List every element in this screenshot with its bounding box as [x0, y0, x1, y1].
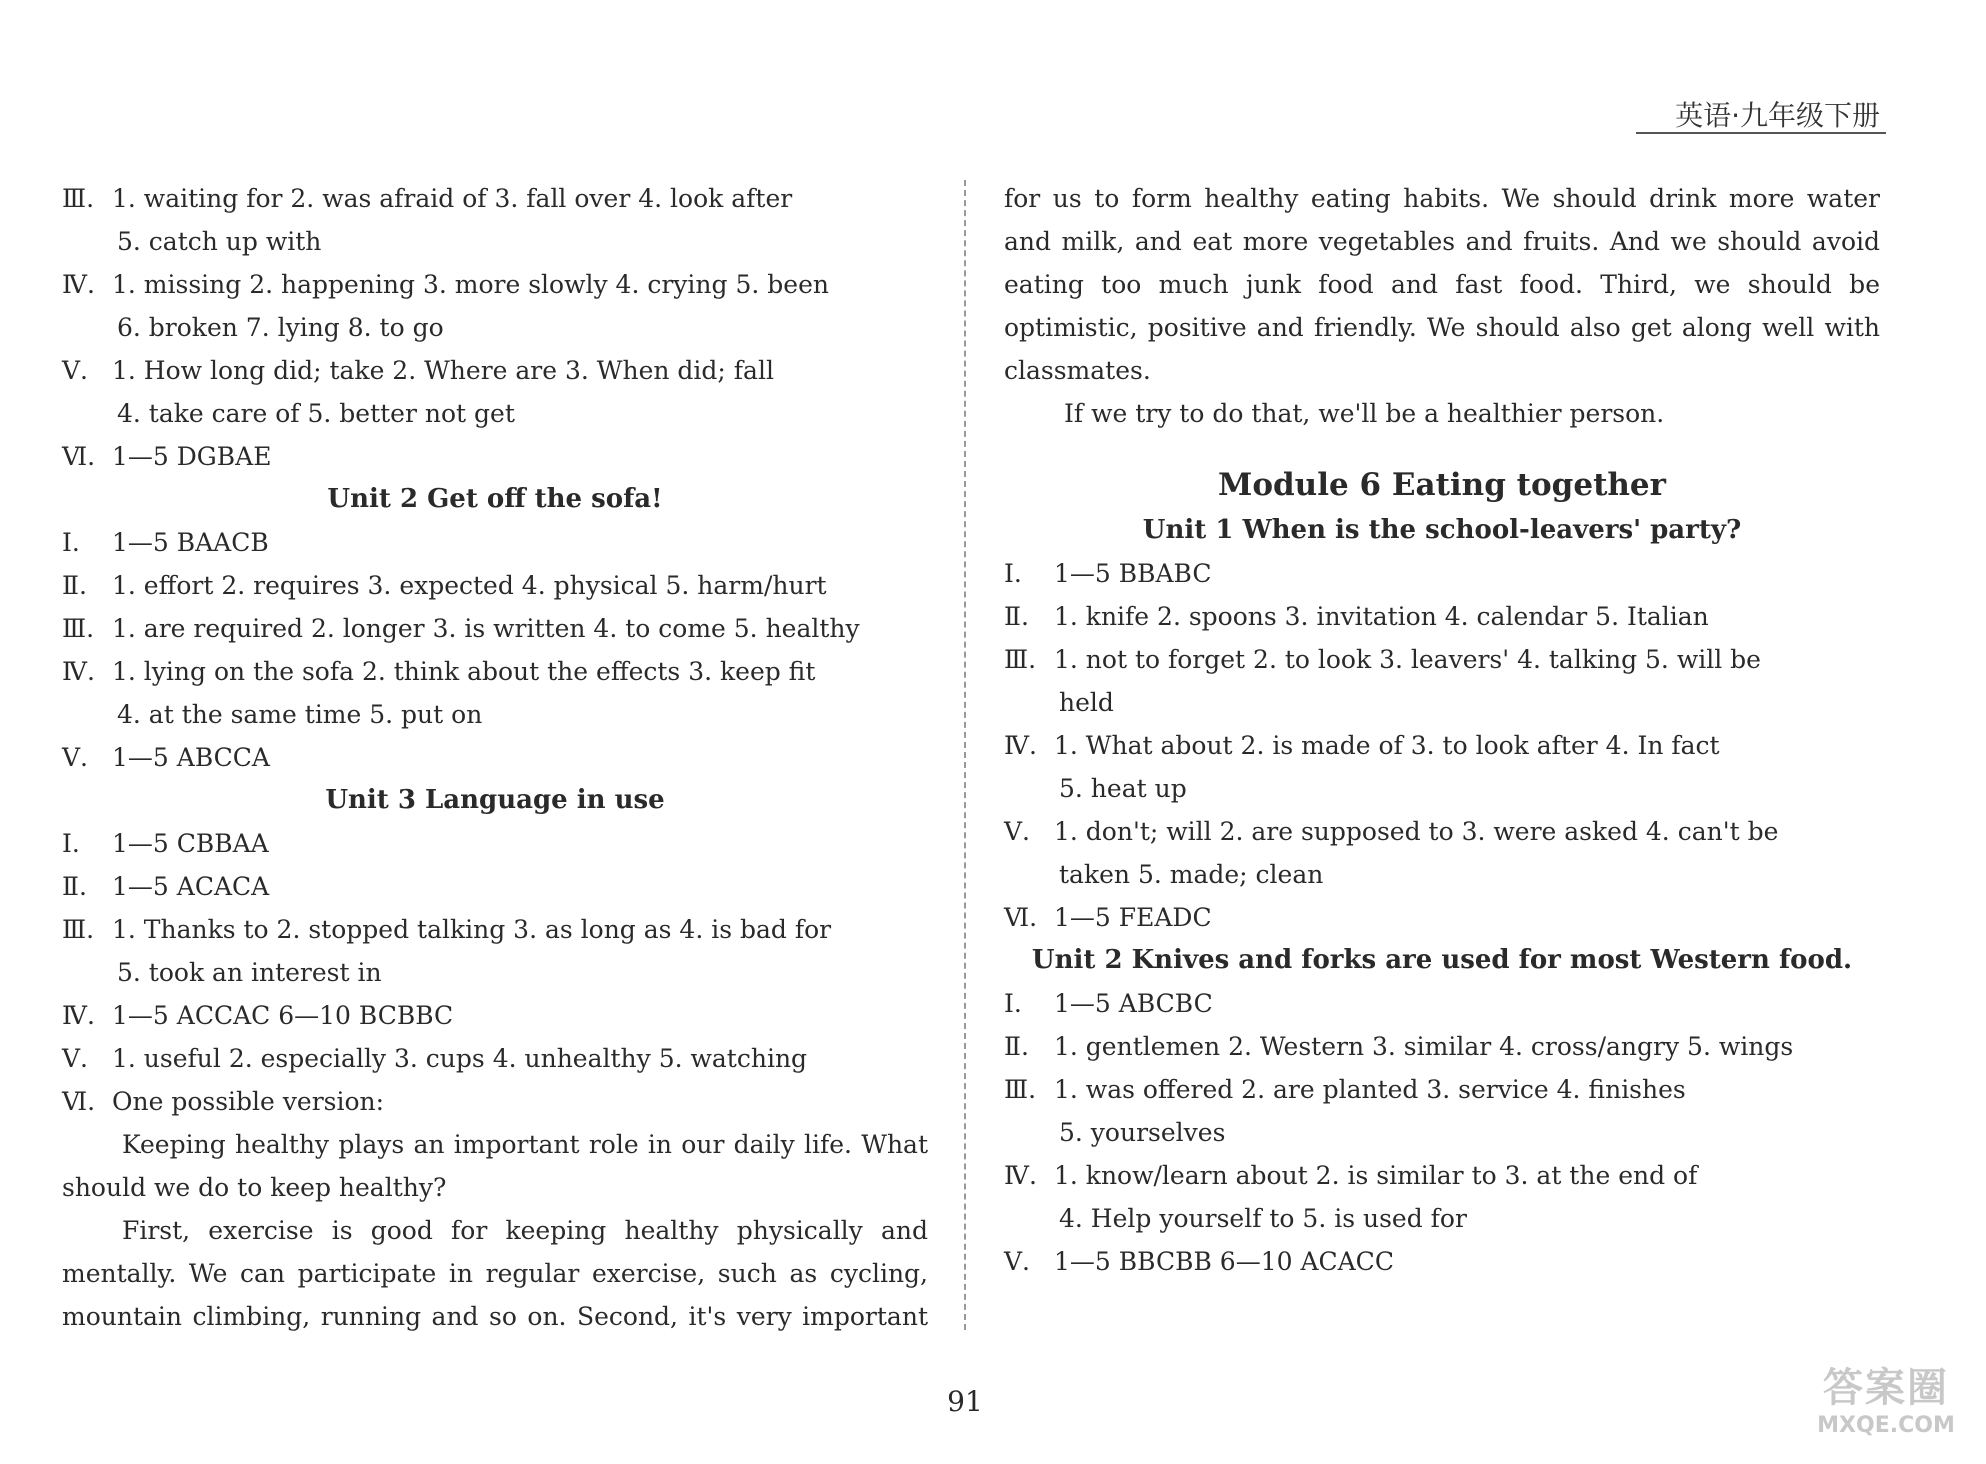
essay-line: optimistic, positive and friendly. We should also get along well with [1004, 313, 1880, 342]
answer-line [62, 564, 928, 607]
essay-line: classmates. [1004, 356, 1151, 385]
section-numeral: Ⅴ. [1004, 817, 1031, 846]
answer-continuation: 5. catch up with [117, 227, 322, 256]
watermark-logo: 答案圈 MXQE.COM [1817, 1365, 1955, 1438]
answer-line [62, 994, 928, 1037]
answer-continuation: 4. take care of 5. better not get [117, 399, 515, 428]
right-column [1004, 177, 1880, 1283]
section-numeral: Ⅰ. [62, 829, 80, 858]
essay-line: and milk, and eat more vegetables and fruits. And we should avoid [1004, 227, 1880, 256]
answer-text: 1—5 ABCCA [112, 743, 270, 772]
answer-continuation: 4. Help yourself to 5. is used for [1059, 1204, 1467, 1233]
answer-line [62, 349, 928, 392]
section-numeral: Ⅵ. [1004, 903, 1038, 932]
section-numeral: Ⅵ. [62, 1087, 96, 1116]
answer-line [62, 822, 928, 865]
section-numeral: Ⅰ. [62, 528, 80, 557]
answer-continuation: 6. broken 7. lying 8. to go [117, 313, 444, 342]
answer-continuation: 5. heat up [1059, 774, 1187, 803]
answer-line [62, 177, 928, 220]
answer-line [1004, 638, 1880, 681]
unit-heading: Unit 3 Language in use [325, 785, 665, 815]
section-numeral: Ⅱ. [1004, 602, 1029, 631]
answer-line [62, 1080, 928, 1123]
section-numeral: Ⅲ. [62, 614, 95, 643]
essay-line: eating too much junk food and fast food. Third, we should be [1004, 270, 1880, 299]
answer-line [62, 607, 928, 650]
section-numeral: Ⅳ. [1004, 731, 1037, 760]
answer-text: 1. gentlemen 2. Western 3. similar 4. cross/angry 5. wings [1054, 1032, 1794, 1061]
answer-text: 1—5 DGBAE [112, 442, 272, 471]
answer-text: 1. useful 2. especially 3. cups 4. unhealthy 5. watching [112, 1044, 808, 1073]
answer-text: 1. missing 2. happening 3. more slowly 4. crying 5. been [112, 270, 829, 299]
answer-text: 1. not to forget 2. to look 3. leavers' 4. talking 5. will be [1054, 645, 1761, 674]
answer-line [1004, 982, 1880, 1025]
answer-line [1004, 1068, 1880, 1111]
answer-line [62, 521, 928, 564]
answer-continuation: taken 5. made; clean [1059, 860, 1324, 889]
unit-heading: Unit 2 Knives and forks are used for most Western food. [1031, 945, 1853, 975]
answer-text: 1—5 CBBAA [112, 829, 269, 858]
answer-line [1004, 552, 1880, 595]
answer-text: 1—5 FEADC [1054, 903, 1212, 932]
section-numeral: Ⅲ. [62, 915, 95, 944]
essay-line: should we do to keep healthy? [62, 1173, 447, 1202]
section-numeral: Ⅴ. [62, 1044, 89, 1073]
answer-line [62, 263, 928, 306]
answer-line [1004, 896, 1880, 939]
answer-line [1004, 1025, 1880, 1068]
answer-line [62, 908, 928, 951]
answer-text: 1. don't; will 2. are supposed to 3. were asked 4. can't be [1054, 817, 1779, 846]
section-numeral: Ⅰ. [1004, 559, 1022, 588]
answer-text: 1—5 BAACB [112, 528, 269, 557]
answer-continuation: 4. at the same time 5. put on [117, 700, 483, 729]
answer-line [1004, 724, 1880, 767]
essay-line: First, exercise is good for keeping healthy physically and [122, 1216, 928, 1245]
answer-text: 1—5 ACACA [112, 872, 270, 901]
column-divider [964, 180, 966, 1330]
answer-line [62, 650, 928, 693]
answer-text: 1. know/learn about 2. is similar to 3. at the end of [1054, 1161, 1698, 1190]
section-numeral: Ⅳ. [62, 270, 95, 299]
answer-line [62, 865, 928, 908]
answer-text: 1. waiting for 2. was afraid of 3. fall over 4. look after [112, 184, 793, 213]
answer-line [1004, 1154, 1880, 1197]
answer-continuation: 5. took an interest in [117, 958, 382, 987]
unit-heading: Unit 2 Get off the sofa! [327, 484, 663, 514]
answer-line [1004, 810, 1880, 853]
answer-line [62, 1037, 928, 1080]
answer-text: 1—5 BBABC [1054, 559, 1212, 588]
answer-text: 1—5 BBCBB 6—10 ACACC [1054, 1247, 1394, 1276]
answer-text: 1—5 ACCAC 6—10 BCBBC [112, 1001, 454, 1030]
answer-continuation: held [1059, 688, 1114, 717]
section-numeral: Ⅲ. [1004, 645, 1037, 674]
essay-line: mentally. We can participate in regular exercise, such as cycling, [62, 1259, 928, 1288]
answer-text: 1. knife 2. spoons 3. invitation 4. calendar 5. Italian [1054, 602, 1709, 631]
answer-line [1004, 595, 1880, 638]
section-numeral: Ⅳ. [1004, 1161, 1037, 1190]
answer-line [62, 435, 928, 478]
answer-text: 1. effort 2. requires 3. expected 4. physical 5. harm/hurt [112, 571, 827, 600]
answer-text: 1. How long did; take 2. Where are 3. When did; fall [112, 356, 774, 385]
essay-line: for us to form healthy eating habits. We should drink more water [1004, 184, 1880, 213]
answer-continuation: 5. yourselves [1059, 1118, 1226, 1147]
answer-line [62, 736, 928, 779]
section-numeral: Ⅲ. [1004, 1075, 1037, 1104]
section-numeral: Ⅵ. [62, 442, 96, 471]
essay-line: If we try to do that, we'll be a healthier person. [1064, 399, 1665, 428]
answer-text: 1. lying on the sofa 2. think about the effects 3. keep fit [112, 657, 816, 686]
answer-text: 1. was offered 2. are planted 3. service 4. finishes [1054, 1075, 1686, 1104]
essay-line: mountain climbing, running and so on. Second, it's very important [62, 1302, 928, 1331]
answer-text: 1. What about 2. is made of 3. to look after 4. In fact [1054, 731, 1720, 760]
answer-text: One possible version: [112, 1087, 385, 1116]
section-numeral: Ⅳ. [62, 657, 95, 686]
section-numeral: Ⅴ. [62, 356, 89, 385]
answer-text: 1. Thanks to 2. stopped talking 3. as long as 4. is bad for [112, 915, 832, 944]
section-numeral: Ⅰ. [1004, 989, 1022, 1018]
section-numeral: Ⅴ. [62, 743, 89, 772]
section-numeral: Ⅳ. [62, 1001, 95, 1030]
header-rule [1636, 132, 1886, 134]
module-heading: Module 6 Eating together [1218, 467, 1666, 503]
answer-text: 1. are required 2. longer 3. is written 4. to come 5. healthy [112, 614, 860, 643]
unit-heading: Unit 1 When is the school-leavers' party? [1142, 515, 1742, 545]
answer-text: 1—5 ABCBC [1054, 989, 1213, 1018]
section-numeral: Ⅱ. [62, 571, 87, 600]
section-numeral: Ⅲ. [62, 184, 95, 213]
left-column [62, 177, 928, 1338]
section-numeral: Ⅱ. [1004, 1032, 1029, 1061]
answer-line [1004, 1240, 1880, 1283]
page-number: 91 [947, 1385, 983, 1418]
section-numeral: Ⅴ. [1004, 1247, 1031, 1276]
essay-line: Keeping healthy plays an important role in our daily life. What [122, 1130, 928, 1159]
page-header-title: 英语·九年级下册 [1675, 99, 1880, 132]
section-numeral: Ⅱ. [62, 872, 87, 901]
